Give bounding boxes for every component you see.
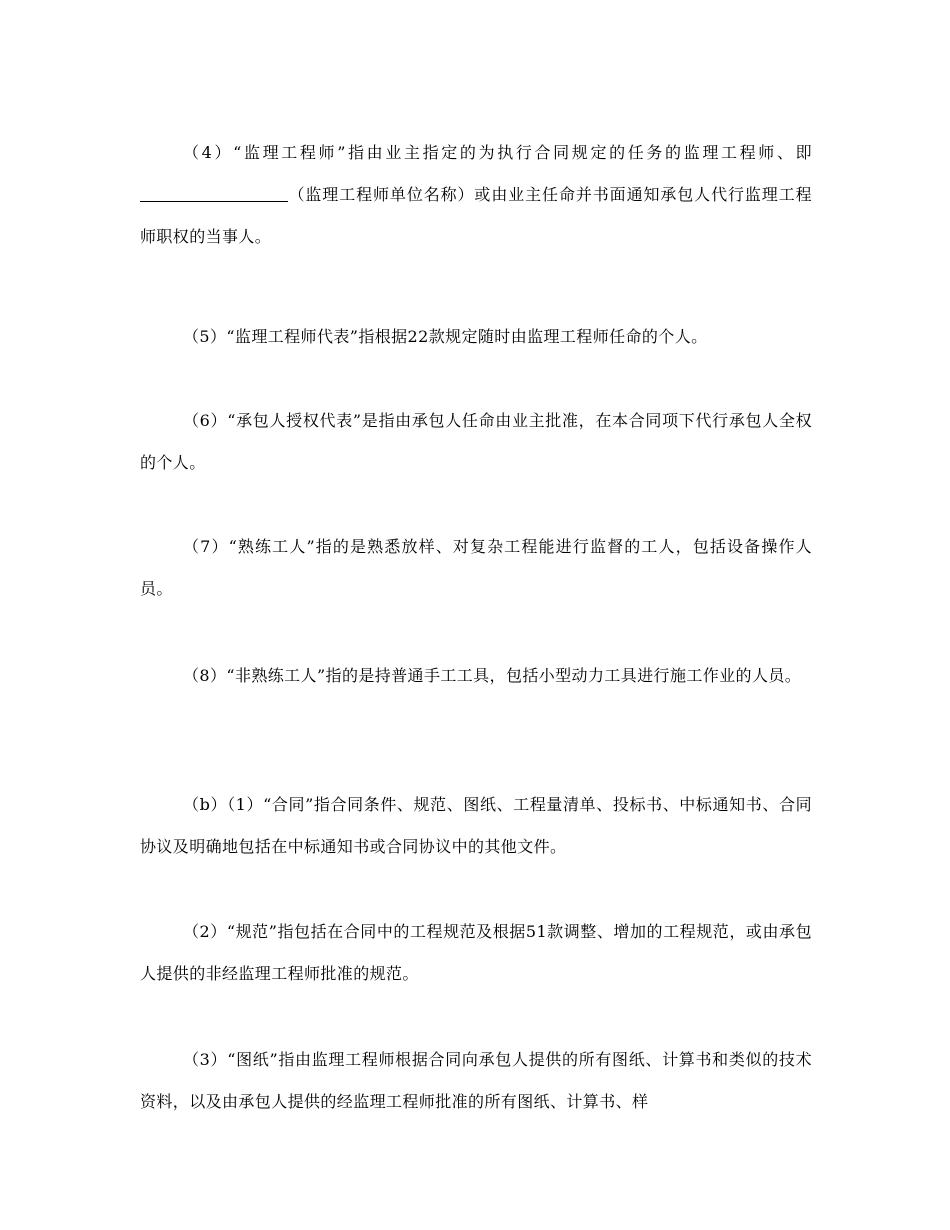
paragraph-b1-contract: （b）（1）“合同”指合同条件、规范、图纸、工程量清单、投标书、中标通知书、合同协议及明确地包括在中标通知书或合同协议中的其他文件。 [140, 795, 812, 856]
paragraph-6: （6）“承包人授权代表”是指由承包人任命由业主批准，在本合同项下代行承包人全权的个人。 [140, 411, 812, 472]
paragraph-b3-drawings: （3）“图纸”指由监理工程师根据合同向承包人提供的所有图纸、计算书和类似的技术资料，以及由承包人提供的经监理工程师批准的所有图纸、计算书、样 [140, 1050, 812, 1111]
paragraph-b2-specification: （2）“规范”指包括在合同中的工程规范及根据51款调整、增加的工程规范，或由承包人提供的非经监理工程师批准的规范。 [140, 922, 812, 983]
paragraph-8: （8）“非熟练工人”指的是持普通手工工具，包括小型动力工具进行施工作业的人员。 [183, 666, 802, 685]
paragraph-4 [140, 132, 812, 258]
paragraph-7: （7）“熟练工人”指的是熟悉放样、对复杂工程能进行监督的工人，包括设备操作人员。 [140, 537, 812, 598]
fill-in-blank-line [140, 185, 288, 202]
paragraph-4-text-before-blank: （4）“监理工程师”指由业主指定的为执行合同规定的任务的监理工程师、即 [183, 143, 812, 162]
paragraph-5: （5）“监理工程师代表”指根据22款规定随时由监理工程师任命的个人。 [183, 327, 708, 346]
paragraph-4-text-after-blank: （监理工程师单位名称）或由业主任命并书面通知承包人代行监理工程师职权的当事人。 [140, 185, 812, 246]
